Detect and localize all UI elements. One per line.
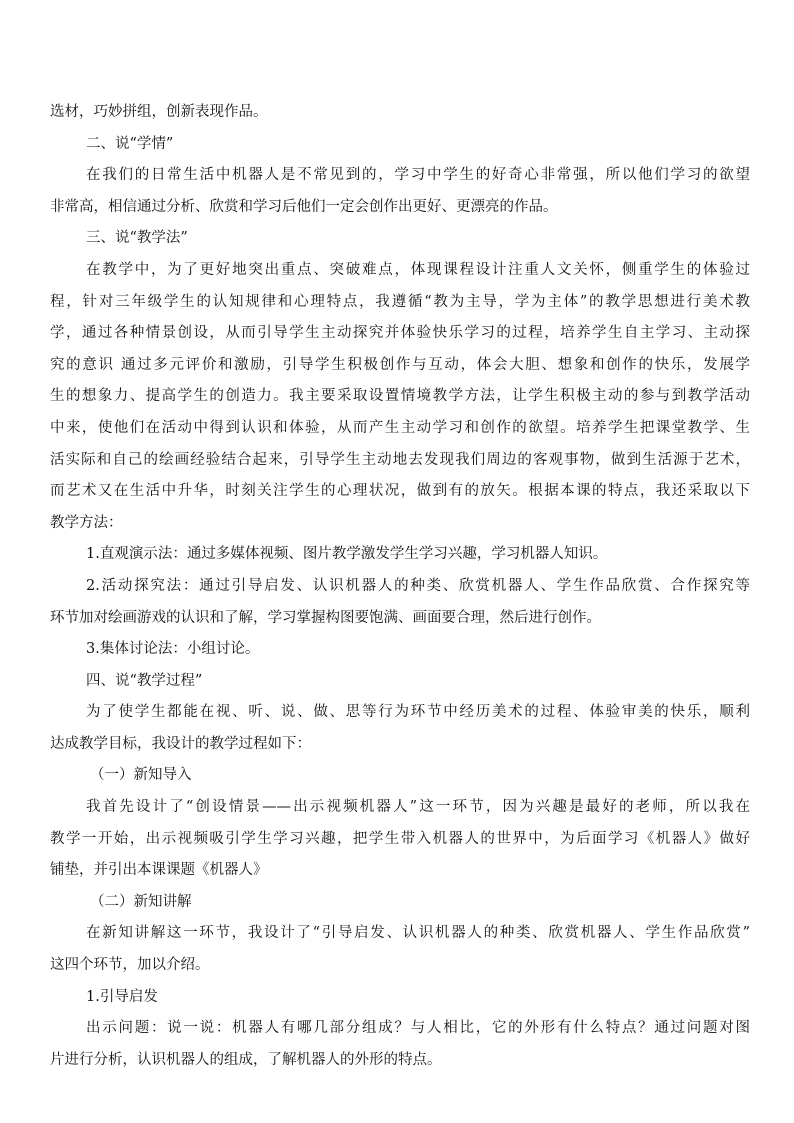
paragraph-line: 究的意识 通过多元评价和激励，引导学生积极创作与互动，体会大胆、想象和创作的快乐，发展学 <box>50 356 750 373</box>
section-heading-learning: 二、说“学情” <box>86 135 174 152</box>
paragraph-line: 出示问题：说一说：机器人有哪几部分组成？与人相比，它的外形有什么特点？通过问题对图 <box>86 1020 750 1037</box>
paragraph-line: 而艺术又在生活中升华，时刻关注学生的心理状况，做到有的放矢。根据本课的特点，我还采取以下 <box>50 483 750 500</box>
paragraph-line: 非常高，相信通过分析、欣赏和学习后他们一定会创作出更好、更漂亮的作品。 <box>50 198 558 215</box>
document-body <box>50 97 750 1076</box>
paragraph-line: 活实际和自己的绘画经验结合起来，引导学生主动地去发现我们周边的客观事物，做到生活源于艺术， <box>50 451 750 468</box>
paragraph-line: 在新知讲解这一环节，我设计了“引导启发、认识机器人的种类、欣赏机器人、学生作品欣赏” <box>86 925 750 942</box>
paragraph-line: 教学一开始，出示视频吸引学生学习兴趣，把学生带入机器人的世界中，为后面学习《机器人》做好 <box>50 830 750 847</box>
paragraph-line: 在我们的日常生活中机器人是不常见到的，学习中学生的好奇心非常强，所以他们学习的欲望 <box>86 167 750 184</box>
paragraph-line: 学，通过各种情景创设，从而引导学生主动探究并体验快乐学习的过程，培养学生自主学习、主动探 <box>50 325 750 342</box>
list-item-guidance: 1.引导启发 <box>86 988 158 1005</box>
subheading-explanation: （二）新知讲解 <box>90 893 192 910</box>
section-heading-teaching-process: 四、说“教学过程” <box>86 672 203 689</box>
section-heading-teaching-method: 三、说“教学法” <box>86 230 188 247</box>
paragraph-line: 在教学中，为了更好地突出重点、突破难点，体现课程设计注重人文关怀，侧重学生的体验过 <box>86 261 750 278</box>
paragraph-line: 铺垫，并引出本课课题《机器人》 <box>50 862 268 879</box>
paragraph-line: 这四个环节，加以介绍。 <box>50 957 210 974</box>
paragraph-line: 为了使学生都能在视、听、说、做、思等行为环节中经历美术的过程、体验审美的快乐，顺利 <box>86 704 750 721</box>
paragraph-line: 程，针对三年级学生的认知规律和心理特点，我遵循“教为主导，学为主体”的教学思想进行美术教 <box>50 293 750 310</box>
list-item-method-1: 1.直观演示法：通过多媒体视频、图片教学激发学生学习兴趣，学习机器人知识。 <box>86 546 608 563</box>
paragraph-line: 中来，使他们在活动中得到认识和体验，从而产生主动学习和创作的欲望。培养学生把课堂教学、生 <box>50 419 750 436</box>
subheading-introduction: （一）新知导入 <box>90 767 192 784</box>
paragraph-line: 达成教学目标，我设计的教学过程如下： <box>50 735 311 752</box>
paragraph-line: 教学方法： <box>50 514 123 531</box>
paragraph-line: 我首先设计了“创设情景——出示视频机器人”这一环节，因为兴趣是最好的老师，所以我在 <box>86 799 750 816</box>
list-item-method-2: 2.活动探究法：通过引导启发、认识机器人的种类、欣赏机器人、学生作品欣赏、合作探究等 <box>86 577 750 594</box>
paragraph-line: 环节加对绘画游戏的认识和了解，学习掌握构图要饱满、画面要合理，然后进行创作。 <box>50 609 601 626</box>
paragraph-line: 生的想象力、提高学生的创造力。我主要采取设置情境教学方法，让学生积极主动的参与到教学活动 <box>50 388 750 405</box>
list-item-method-3: 3.集体讨论法：小组讨论。 <box>86 641 260 658</box>
paragraph-line: 选材，巧妙拼组，创新表现作品。 <box>50 104 268 120</box>
paragraph-line: 片进行分析，认识机器人的组成，了解机器人的外形的特点。 <box>50 1051 442 1068</box>
